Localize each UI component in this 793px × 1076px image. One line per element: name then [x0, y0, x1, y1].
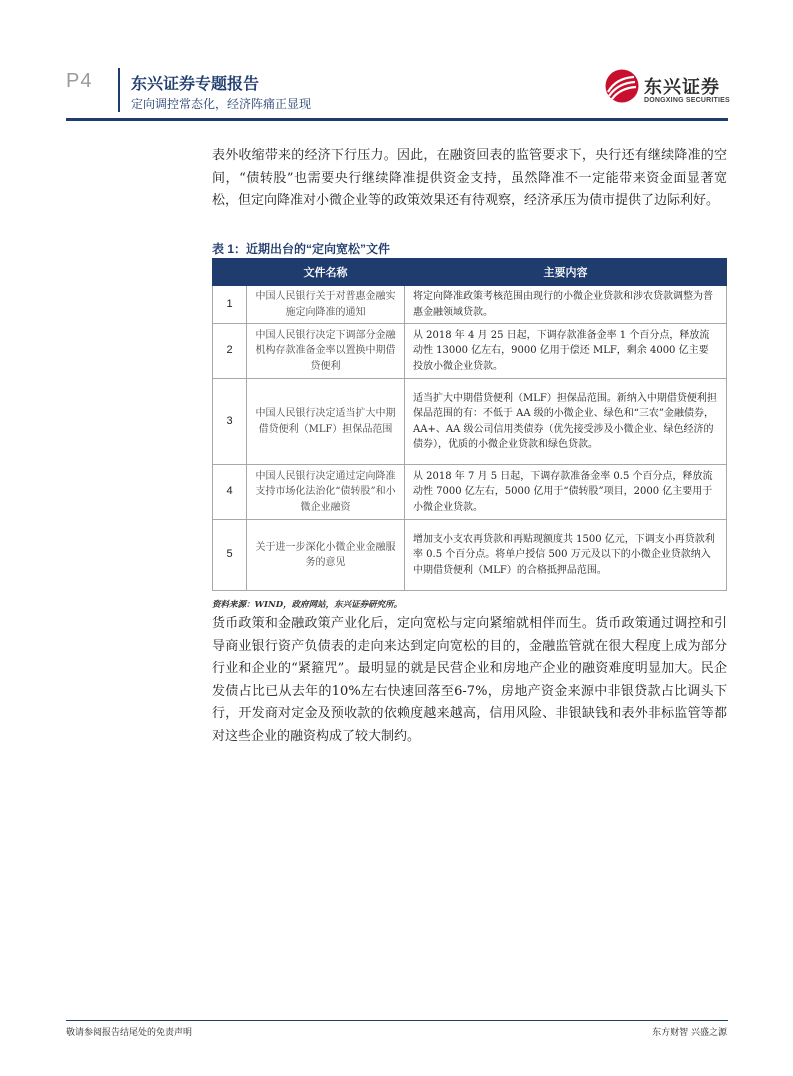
doc-name: 中国人民银行关于对普惠金融实施定向降准的通知	[247, 286, 405, 324]
doc-content: 增加支小支农再贷款和再贴现额度共 1500 亿元，下调支小再贷款利率 0.5 个百分点。将单户授信 500 万元及以下的小微企业贷款纳入中期借贷便利（MLF）的合格抵押品范围。	[405, 520, 727, 591]
doc-name: 中国人民银行决定适当扩大中期借贷便利（MLF）担保品范围	[247, 379, 405, 465]
logo-text: 东兴证券	[644, 77, 720, 97]
table-row	[213, 379, 727, 465]
header-main-content: 主要内容	[405, 259, 727, 286]
table-row	[213, 465, 727, 520]
logo-english: DONGXING SECURITIES	[644, 97, 730, 104]
doc-name: 关于进一步深化小微企业金融服务的意见	[247, 520, 405, 591]
row-index: 4	[213, 465, 247, 520]
table-header-row	[213, 259, 727, 286]
table-row	[213, 520, 727, 591]
body-paragraph-1: 表外收缩带来的经济下行压力。因此，在融资回表的监管要求下，央行还有继续降准的空间，“债转股”也需要央行继续降准提供资金支持，虽然降准不一定能带来资金面显著宽松，但定向降准对小微企业等的政策效果还有待观察，经济承压为债市提供了边际利好。	[212, 148, 727, 208]
page-number: P4	[66, 70, 93, 92]
report-subtitle: 定向调控常态化，经济阵痛正显现	[131, 97, 312, 111]
doc-content: 从 2018 年 4 月 25 日起，下调存款准备金率 1 个百分点，释放流动性 13000 亿左右，9000 亿用于偿还 MLF，剩余 4000 亿主要投放小微企业贷款。	[405, 324, 727, 379]
table-row	[213, 324, 727, 379]
header-index	[213, 259, 247, 286]
doc-content: 适当扩大中期借贷便利（MLF）担保品范围。新纳入中期借贷便利担保品范围的有：不低于 AA 级的小微企业、绿色和“三农”金融债券，AA+、AA 级公司信用类债券（优先接受涉及小微企业、绿色经济的债券），优质的小微企业贷款和绿色贷款。	[405, 379, 727, 465]
footer-rule	[66, 1020, 728, 1021]
company-logo	[604, 68, 734, 112]
footer-slogan: 东方财智 兴盛之源	[652, 1028, 727, 1038]
logo-mark-icon	[604, 68, 640, 104]
body-paragraph-2: 货币政策和金融政策产业化后，定向宽松与定向紧缩就相伴而生。货币政策通过调控和引导商业银行资产负债表的走向来达到定向宽松的目的，金融监管就在很大程度上成为部分行业和企业的“紧箍咒”。最明显的就是民营企业和房地产企业的融资难度明显加大。民企发债占比已从去年的10%左右快速回落至6-7%，房地产资金来源中非银贷款占比调头下行，开发商对定金及预收款的依赖度越来越高，信用风险、非银缺钱和表外非标监管等都对这些企业的融资构成了较大制约。	[212, 616, 727, 744]
row-index: 5	[213, 520, 247, 591]
footer-disclaimer-note: 敬请参阅报告结尾处的免责声明	[66, 1028, 193, 1038]
row-index: 3	[213, 379, 247, 465]
doc-name: 中国人民银行决定通过定向降准支持市场化法治化“债转股”和小微企业融资	[247, 465, 405, 520]
table-row	[213, 286, 727, 324]
table-source-note: 资料来源：WIND，政府网站，东兴证券研究所。	[212, 600, 403, 610]
doc-content: 从 2018 年 7 月 5 日起，下调存款准备金率 0.5 个百分点，释放流动性 7000 亿左右，5000 亿用于“债转股”项目，2000 亿主要用于小微企业贷款。	[405, 465, 727, 520]
doc-name: 中国人民银行决定下调部分金融机构存款准备金率以置换中期借贷便利	[247, 324, 405, 379]
report-title: 东兴证券专题报告	[131, 76, 260, 93]
header-rule	[66, 118, 728, 121]
policy-table	[212, 258, 727, 591]
table-caption: 表 1：近期出台的“定向宽松”文件	[212, 242, 391, 256]
header-doc-name: 文件名称	[247, 259, 405, 286]
row-index: 2	[213, 324, 247, 379]
header-divider	[118, 68, 120, 112]
row-index: 1	[213, 286, 247, 324]
doc-content: 将定向降准政策考核范围由现行的小微企业贷款和涉农贷款调整为普惠金融领域贷款。	[405, 286, 727, 324]
